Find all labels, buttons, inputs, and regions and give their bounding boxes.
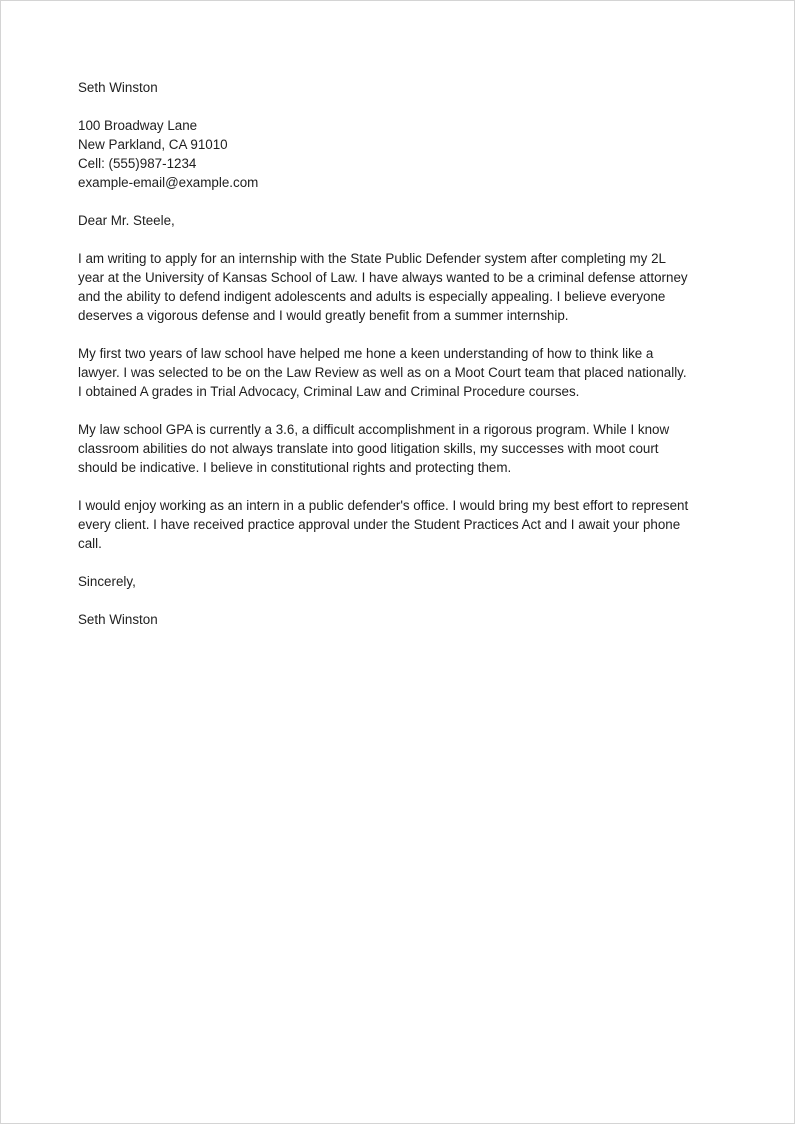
paragraph-line: I am writing to apply for an internship with the State Public Defender system after completing my 2L (78, 251, 666, 266)
closing: Sincerely, (78, 574, 136, 589)
address-line: 100 Broadway Lane (78, 118, 198, 133)
address-line: New Parkland, CA 91010 (78, 137, 228, 152)
phone-line: Cell: (555)987-1234 (78, 156, 197, 171)
paragraph-line: I obtained A grades in Trial Advocacy, Criminal Law and Criminal Procedure courses. (78, 384, 580, 399)
body-paragraph-4 (78, 496, 728, 553)
closing-block (78, 572, 728, 591)
signature-block (78, 610, 728, 629)
paragraph-line: year at the University of Kansas School of Law. I have always wanted to be a criminal defense attorney (78, 270, 688, 285)
body-paragraph-3 (78, 420, 728, 477)
sender-name-block (78, 78, 728, 97)
paragraph-line: call. (78, 536, 102, 551)
email-line: example-email@example.com (78, 175, 259, 190)
cover-letter (78, 78, 728, 629)
paragraph-line: lawyer. I was selected to be on the Law Review as well as on a Moot Court team that placed nationally. (78, 365, 687, 380)
sender-name: Seth Winston (78, 80, 158, 95)
paragraph-line: should be indicative. I believe in constitutional rights and protecting them. (78, 460, 512, 475)
paragraph-line: classroom abilities do not always translate into good litigation skills, my successes with moot court (78, 441, 659, 456)
signature: Seth Winston (78, 612, 158, 627)
body-paragraph-2 (78, 344, 728, 401)
paragraph-line: My law school GPA is currently a 3.6, a difficult accomplishment in a rigorous program. While I know (78, 422, 670, 437)
paragraph-line: and the ability to defend indigent adolescents and adults is especially appealing. I believe everyone (78, 289, 666, 304)
paragraph-line: I would enjoy working as an intern in a public defender's office. I would bring my best effort to represent (78, 498, 689, 513)
paragraph-line: My first two years of law school have helped me hone a keen understanding of how to think like a (78, 346, 654, 361)
paragraph-line: deserves a vigorous defense and I would greatly benefit from a summer internship. (78, 308, 569, 323)
salutation-block (78, 211, 728, 230)
paragraph-line: every client. I have received practice approval under the Student Practices Act and I await your phone (78, 517, 681, 532)
body-paragraph-1 (78, 249, 728, 325)
salutation: Dear Mr. Steele, (78, 213, 175, 228)
sender-address (78, 116, 728, 192)
